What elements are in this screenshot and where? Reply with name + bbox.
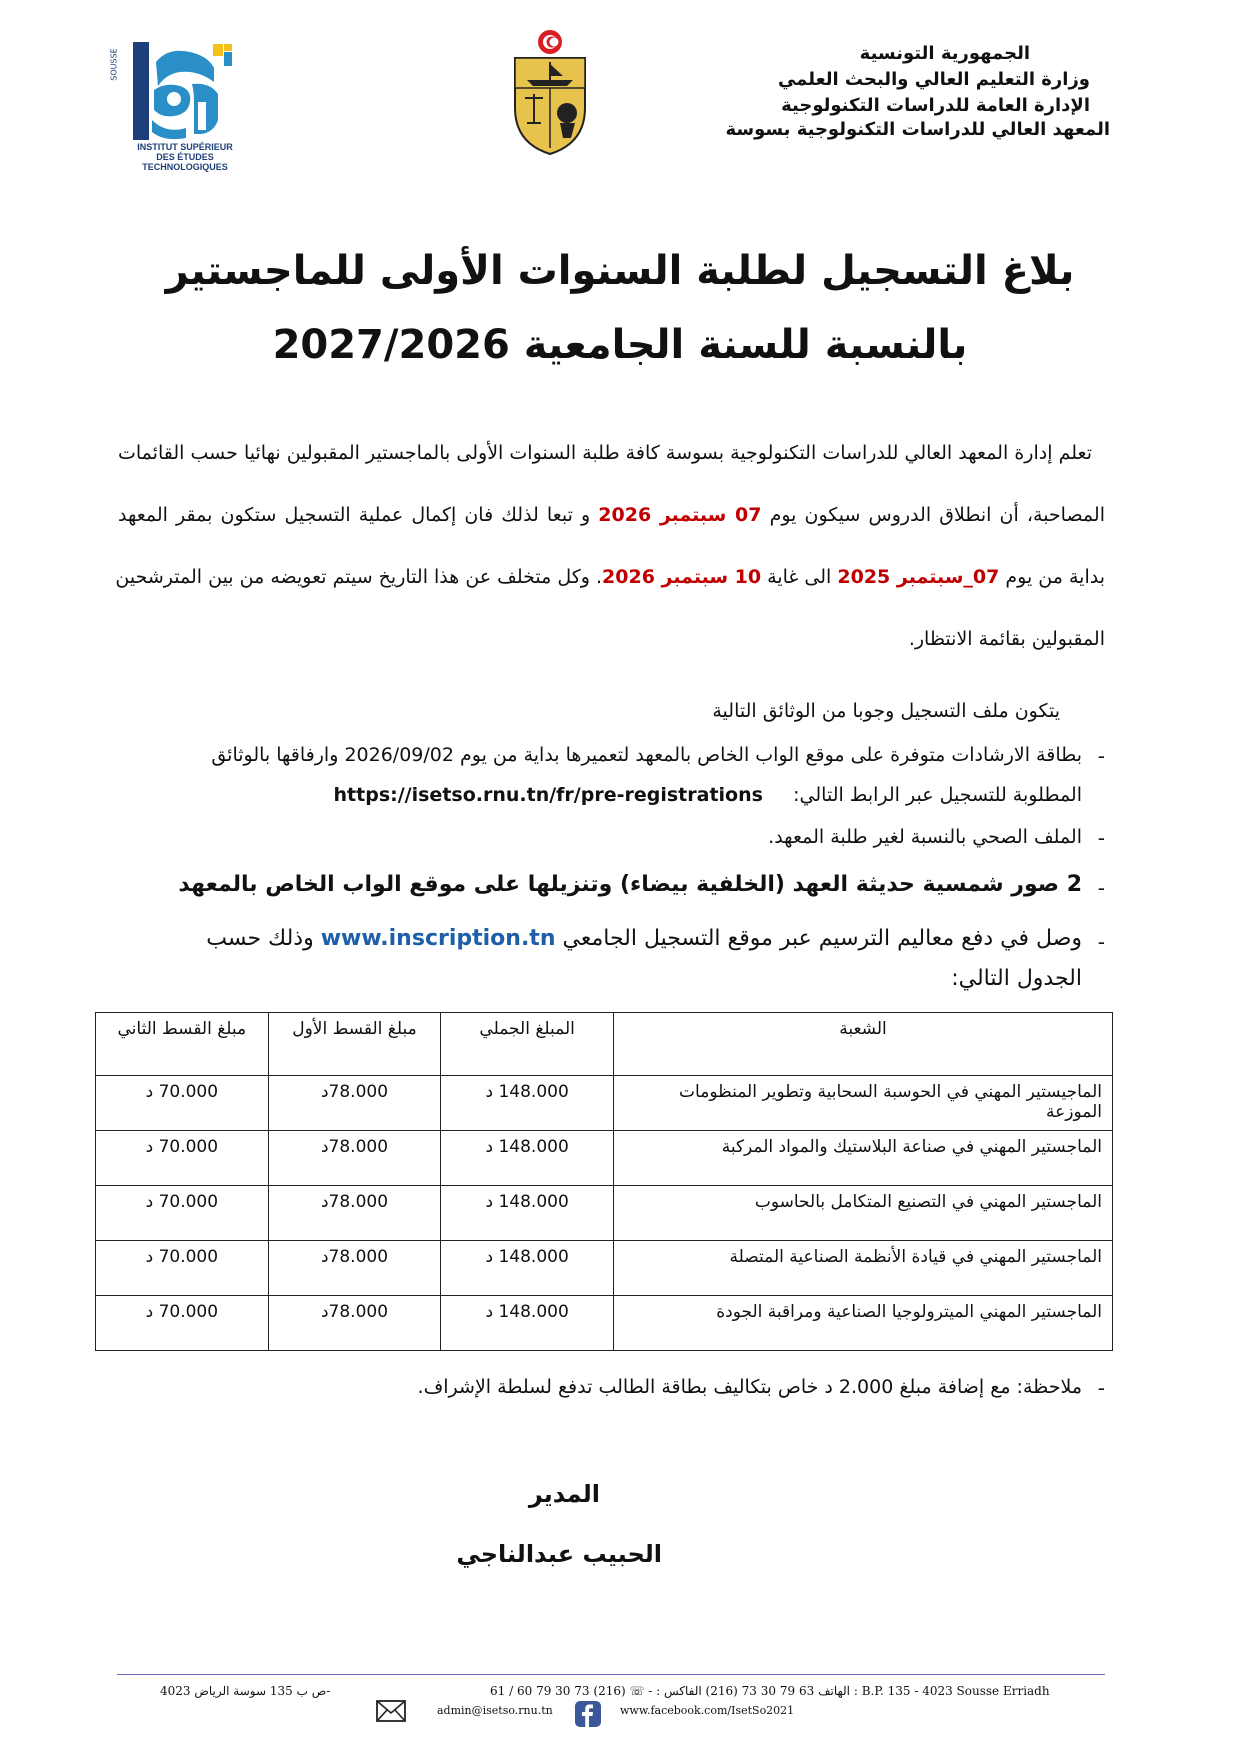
documents-item-2: الملف الصحي بالنسبة لغير طلبة المعهد. (768, 826, 1082, 848)
cell-second: 70.000 د (96, 1076, 269, 1131)
registration-start-date: 07_سبتمبر 2025 (837, 566, 1000, 588)
bullet-dash-3: - (1097, 876, 1105, 900)
intro-line-1: تعلم إدارة المعهد العالي للدراسات التكنولوجية بسوسة كافة طلبة السنوات الأولى بالماجستير المقبولين نهائيا حسب القائمات (118, 442, 1092, 464)
documents-item-1-line-2 (334, 784, 1082, 806)
documents-item-4-line-1 (206, 926, 1082, 951)
letterhead (0, 0, 1240, 190)
iset-logo (109, 42, 238, 182)
cell-total: 148.000 د (441, 1186, 614, 1241)
documents-item-4-text-a: وصل في دفع معاليم الترسيم عبر موقع التسجيل الجامعي (562, 926, 1082, 951)
cell-branch: الماجستير المهني في التصنيع المتكامل بالحاسوب (614, 1186, 1113, 1241)
header-second-installment: مبلغ القسط الثاني (96, 1013, 269, 1076)
table-row (96, 1186, 1113, 1241)
cell-branch: الماجستير المهني الميترولوجيا الصناعية ومراقبة الجودة (614, 1296, 1113, 1351)
intro-line-2 (118, 500, 1105, 530)
logo-caption-line-3: TECHNOLOGIQUES (142, 162, 228, 172)
cell-branch: الماجيستير المهني في الحوسبة السحابية وتطوير المنظومات الموزعة (614, 1076, 1113, 1131)
cell-total: 148.000 د (441, 1131, 614, 1186)
documents-item-4-line-2: الجدول التالي: (951, 966, 1082, 991)
mail-icon (376, 1700, 406, 1722)
footer-divider (117, 1674, 1105, 1675)
documents-item-3: 2 صور شمسية حديثة العهد (الخلفية بيضاء) وتنزيلها على موقع الواب الخاص بالمعهد (178, 872, 1082, 897)
cell-total: 148.000 د (441, 1296, 614, 1351)
facebook-icon (575, 1701, 601, 1727)
header-total: المبلغ الجملي (441, 1013, 614, 1076)
course-start-date: 07 سبتمبر 2026 (598, 504, 762, 526)
signature-name: الحبيب عبدالناجي (456, 1540, 662, 1568)
signature-role: المدير (528, 1480, 600, 1508)
intro-line-2-text-b: و تبعا لذلك فان إكمال عملية التسجيل ستكون بمقر المعهد (118, 504, 591, 526)
logo-vertical-reseau: RESEAU (125, 88, 136, 126)
table-row (96, 1076, 1113, 1131)
footer-address: -ص ب 135 سوسة الرياض 4023 (160, 1684, 331, 1698)
logo-caption (130, 142, 240, 172)
cell-second: 70.000 د (96, 1296, 269, 1351)
cell-first: 78.000د (268, 1131, 441, 1186)
cell-total: 148.000 د (441, 1076, 614, 1131)
fees-table (95, 1012, 1113, 1351)
registration-end-date: 10 سبتمبر 2026 (602, 566, 762, 588)
logo-vertical-sousse: SOUSSE (109, 48, 119, 81)
table-row (96, 1296, 1113, 1351)
cell-total: 148.000 د (441, 1241, 614, 1296)
table-row (96, 1131, 1113, 1186)
cell-first: 78.000د (268, 1241, 441, 1296)
cell-branch: الماجستير المهني في صناعة البلاستيك والمواد المركبة (614, 1131, 1113, 1186)
cell-branch: الماجستير المهني في قيادة الأنظمة الصناعية المتصلة (614, 1241, 1113, 1296)
cell-second: 70.000 د (96, 1131, 269, 1186)
footer-email[interactable]: admin@isetso.rnu.tn (437, 1704, 553, 1717)
header-line-republic: الجمهورية التونسية (859, 43, 1030, 64)
table-row (96, 1241, 1113, 1296)
inscription-link[interactable]: www.inscription.tn (320, 926, 556, 951)
documents-heading: يتكون ملف التسجيل وجوبا من الوثائق التالية (712, 700, 1060, 722)
bullet-dash-2: - (1097, 826, 1105, 850)
table-header-row (96, 1013, 1113, 1076)
bullet-dash-note: - (1097, 1376, 1105, 1400)
bullet-dash-4: - (1097, 930, 1105, 954)
bullet-dash-1: - (1097, 744, 1105, 768)
cell-first: 78.000د (268, 1076, 441, 1131)
documents-item-1-label: المطلوبة للتسجيل عبر الرابط التالي: (793, 784, 1082, 806)
header-branch: الشعبة (614, 1013, 1113, 1076)
intro-line-3-text-a: بداية من يوم (1005, 566, 1105, 588)
documents-item-4-text-b: وذلك حسب (206, 926, 314, 951)
header-line-ministry: وزارة التعليم العالي والبحث العلمي (777, 69, 1090, 90)
fees-note: ملاحظة: مع إضافة مبلغ 2.000 د خاص بتكاليف بطاقة الطالب تدفع لسلطة الإشراف. (417, 1376, 1082, 1398)
coat-of-arms-icon (505, 28, 595, 158)
cell-second: 70.000 د (96, 1241, 269, 1296)
header-line-directorate: الإدارة العامة للدراسات التكنولوجية (781, 95, 1090, 116)
intro-line-2-text-a: المصاحبة، أن انطلاق الدروس سيكون يوم (769, 504, 1105, 526)
logo-caption-line-2: DES ÉTUDES (156, 152, 214, 162)
footer-contacts: الهاتف 63 79 30 73 (216) الفاكس : - ☏ (216) 73 30 79 60 / 61 : B.P. 135 - 4023 Sousse Erriadh (490, 1684, 1050, 1698)
footer-facebook[interactable]: www.facebook.com/IsetSo2021 (620, 1704, 795, 1717)
logo-caption-line-1: INSTITUT SUPÉRIEUR (137, 142, 233, 152)
iset-logo-graphic (118, 42, 238, 142)
intro-line-3-text-c: . وكل متخلف عن هذا التاريخ سيتم تعويضه من بين المترشحين (115, 566, 603, 588)
intro-line-3 (115, 562, 1105, 592)
intro-line-3-text-b: الى غاية (767, 566, 832, 588)
pre-registration-link[interactable]: https://isetso.rnu.tn/fr/pre-registrations (333, 784, 763, 806)
intro-line-4: المقبولين بقائمة الانتظار. (908, 628, 1105, 650)
header-first-installment: مبلغ القسط الأول (268, 1013, 441, 1076)
page-title-line-1: بلاغ التسجيل لطلبة السنوات الأولى للماجستير (165, 248, 1075, 294)
header-line-institute: المعهد العالي للدراسات التكنولوجية بسوسة (725, 119, 1110, 140)
documents-item-1-line-1: بطاقة الارشادات متوفرة على موقع الواب الخاص بالمعهد لتعميرها بداية من يوم 2026/09/02 وارفاقها بالوثائق (211, 744, 1082, 766)
cell-first: 78.000د (268, 1186, 441, 1241)
cell-first: 78.000د (268, 1296, 441, 1351)
page-title-line-2: بالنسبة للسنة الجامعية 2027/2026 (272, 322, 968, 368)
cell-second: 70.000 د (96, 1186, 269, 1241)
